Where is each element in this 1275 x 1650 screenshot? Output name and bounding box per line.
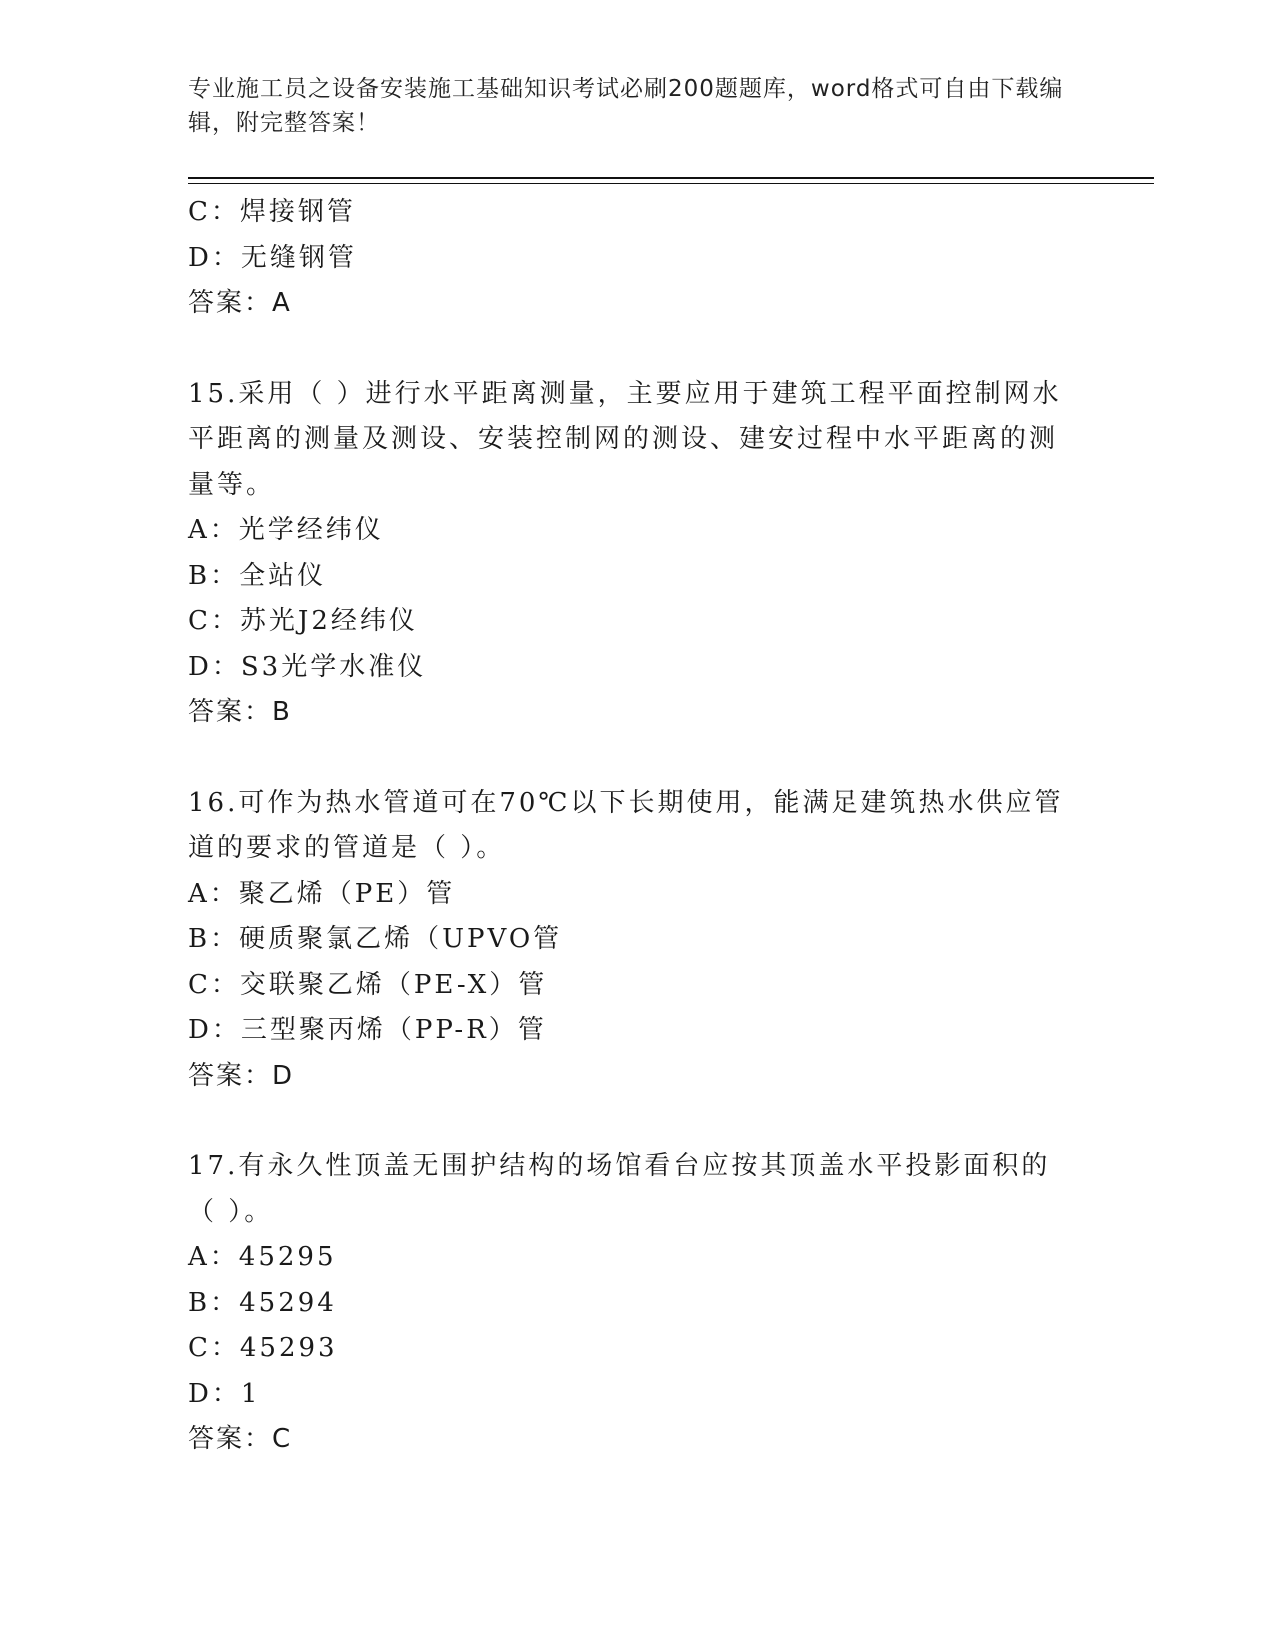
- answer: 答案：B: [188, 697, 292, 727]
- question-text: 15.采用（ ）进行水平距离测量，主要应用于建筑工程平面控制网水平距离的测量及测设、安装控制网的测设、建安过程中水平距离的测量等。: [188, 378, 1062, 500]
- option-b: B：45294: [188, 1287, 337, 1318]
- answer: 答案：C: [188, 1424, 293, 1454]
- page-header: 专业施工员之设备安装施工基础知识考试必刷200题题库，word格式可自由下载编辑，附完整答案！: [188, 76, 1064, 136]
- option-c: C：焊接钢管: [188, 197, 356, 227]
- header-divider: [188, 177, 1154, 179]
- document-body: [188, 190, 1088, 1463]
- option-b: B：硬质聚氯乙烯（UPVO管: [188, 924, 563, 954]
- option-a: A：聚乙烯（PE）管: [188, 878, 456, 909]
- question-17: [188, 1144, 1088, 1463]
- header-divider-thin: [188, 183, 1154, 184]
- option-d: D：1: [188, 1378, 261, 1409]
- question-16: [188, 781, 1088, 1100]
- answer: 答案：D: [188, 1060, 295, 1091]
- continued-question: [188, 190, 1088, 327]
- option-c: C：交联聚乙烯（PE-X）管: [188, 969, 548, 1000]
- question-text: 16.可作为热水管道可在70℃以下长期使用，能满足建筑热水供应管道的要求的管道是（ ）。: [188, 787, 1064, 863]
- option-d: D：无缝钢管: [188, 242, 357, 273]
- option-b: B：全站仪: [188, 560, 327, 591]
- option-d: D：S3光学水准仪: [188, 651, 427, 682]
- option-a: A：光学经纬仪: [188, 515, 384, 545]
- question-text: 17.有永久性顶盖无围护结构的场馆看台应按其顶盖水平投影面积的（ ）。: [188, 1151, 1051, 1227]
- option-c: C：苏光J2经纬仪: [188, 606, 418, 636]
- question-15: [188, 372, 1088, 736]
- option-d: D：三型聚丙烯（PP-R）管: [188, 1015, 547, 1045]
- option-a: A：45295: [188, 1242, 337, 1272]
- answer: 答案：A: [188, 288, 292, 318]
- option-c: C：45293: [188, 1333, 338, 1363]
